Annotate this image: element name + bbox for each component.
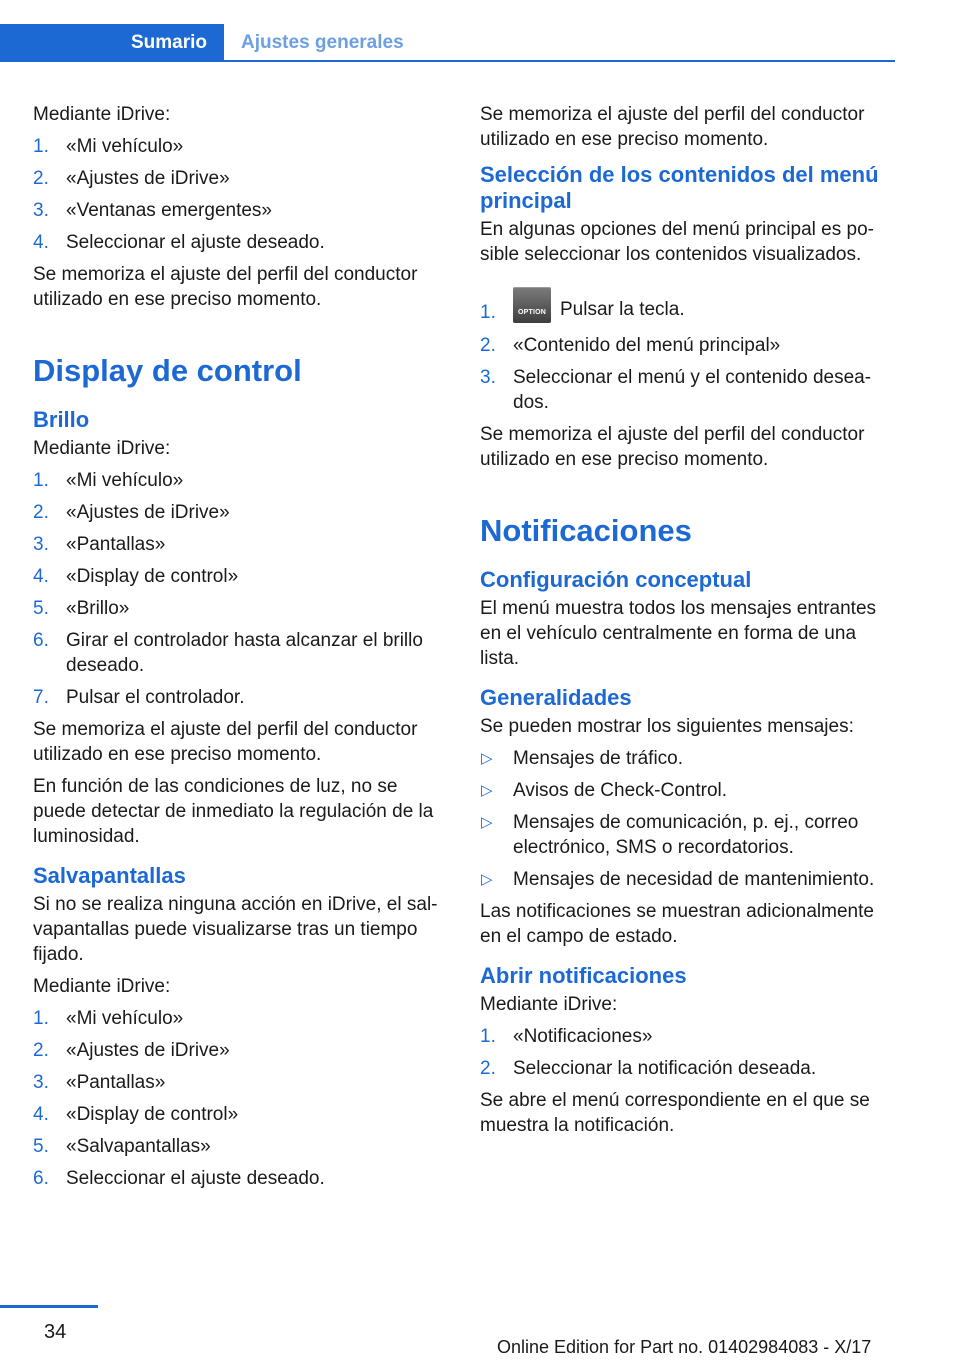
step-number: 1. bbox=[33, 470, 49, 491]
left-column bbox=[33, 102, 451, 1198]
paragraph: Las notificaciones se muestran adicionalmente en el campo de estado. bbox=[480, 901, 874, 947]
list-item bbox=[480, 283, 896, 323]
step-number: 2. bbox=[480, 1058, 496, 1079]
step-number: 4. bbox=[33, 1104, 49, 1125]
steps-list bbox=[480, 283, 896, 415]
subsection-title: Brillo bbox=[33, 407, 90, 432]
paragraph: Mediante iDrive: bbox=[33, 976, 171, 997]
step-number: 3. bbox=[33, 1072, 49, 1093]
section-title: Display de control bbox=[33, 353, 302, 388]
footer-line bbox=[0, 1305, 98, 1308]
list-item bbox=[480, 778, 896, 803]
steps-list bbox=[33, 134, 451, 255]
step-text: Seleccionar la notificación deseada. bbox=[513, 1058, 817, 1079]
step-text: «Ventanas emergentes» bbox=[66, 200, 272, 221]
list-item bbox=[480, 810, 896, 860]
paragraph: Se memoriza el ajuste del perfil del conductor utilizado en ese preciso momento. bbox=[33, 264, 418, 310]
subsection-title: Abrir notificaciones bbox=[480, 963, 687, 988]
list-item bbox=[480, 1056, 896, 1081]
step-number: 1. bbox=[480, 1026, 496, 1047]
paragraph: Se memoriza el ajuste del perfil del conductor utilizado en ese preciso momento. bbox=[480, 424, 865, 470]
list-item bbox=[33, 564, 451, 589]
list-item bbox=[33, 1166, 451, 1191]
bullet-text: Mensajes de comunicación, p. ej., correo electrónico, SMS o recordatorios. bbox=[513, 812, 859, 858]
paragraph: Se abre el menú correspondiente en el que se muestra la notificación. bbox=[480, 1090, 870, 1136]
list-item bbox=[33, 1006, 451, 1031]
step-text: «Notificaciones» bbox=[513, 1026, 653, 1047]
step-text: «Ajustes de iDrive» bbox=[66, 502, 230, 523]
step-text: Girar el controlador hasta alcanzar el brillo deseado. bbox=[66, 630, 423, 676]
list-item bbox=[33, 468, 451, 493]
bullet-triangle-icon: ▷ bbox=[481, 750, 493, 767]
bullet-triangle-icon: ▷ bbox=[481, 871, 493, 888]
paragraph: Mediante iDrive: bbox=[480, 994, 618, 1015]
bullet-text: Avisos de Check-Control. bbox=[513, 780, 728, 801]
tab-sumario[interactable]: Sumario bbox=[0, 24, 224, 62]
list-item bbox=[33, 532, 451, 557]
tab-ajustes-generales[interactable]: Ajustes generales bbox=[241, 32, 404, 53]
paragraph: Mediante iDrive: bbox=[33, 438, 171, 459]
step-text: Pulsar la tecla. bbox=[560, 299, 685, 320]
header-bar bbox=[0, 24, 895, 62]
bullet-text: Mensajes de tráfico. bbox=[513, 748, 684, 769]
list-item bbox=[33, 230, 451, 255]
header-underline bbox=[224, 60, 895, 62]
step-text: «Pantallas» bbox=[66, 534, 166, 555]
steps-list bbox=[33, 1006, 451, 1191]
step-number: 2. bbox=[480, 335, 496, 356]
paragraph: El menú muestra todos los mensajes entrantes en el vehículo centralmente en forma de una lista. bbox=[480, 598, 877, 669]
step-text: «Salvapantallas» bbox=[66, 1136, 211, 1157]
step-text: «Display de control» bbox=[66, 566, 239, 587]
step-number: 2. bbox=[33, 502, 49, 523]
step-number: 5. bbox=[33, 1136, 49, 1157]
step-number: 4. bbox=[33, 566, 49, 587]
list-item bbox=[480, 746, 896, 771]
option-key-icon bbox=[513, 287, 551, 323]
list-item bbox=[33, 1134, 451, 1159]
step-text: «Mi vehículo» bbox=[66, 470, 184, 491]
step-text: Seleccionar el ajuste deseado. bbox=[66, 232, 325, 253]
steps-list bbox=[480, 1024, 896, 1081]
step-number: 5. bbox=[33, 598, 49, 619]
step-number: 3. bbox=[33, 200, 49, 221]
right-column bbox=[480, 102, 896, 1145]
bullet-triangle-icon: ▷ bbox=[481, 814, 493, 831]
paragraph: Se memoriza el ajuste del perfil del conductor utilizado en ese preciso momento. bbox=[33, 719, 418, 765]
step-number: 1. bbox=[480, 302, 496, 323]
list-item bbox=[33, 1102, 451, 1127]
edition-note: Online Edition for Part no. 01402984083 - X/17 bbox=[497, 1337, 872, 1357]
step-text: Seleccionar el menú y el contenido desea‐ dos. bbox=[513, 367, 872, 413]
step-text: «Ajustes de iDrive» bbox=[66, 168, 230, 189]
step-number: 7. bbox=[33, 687, 49, 708]
paragraph: Mediante iDrive: bbox=[33, 104, 171, 125]
step-number: 1. bbox=[33, 1008, 49, 1029]
subsection-title: Selección de los contenidos del menú principal bbox=[480, 162, 879, 213]
step-number: 6. bbox=[33, 630, 49, 651]
step-text: Seleccionar el ajuste deseado. bbox=[66, 1168, 325, 1189]
step-number: 3. bbox=[33, 534, 49, 555]
paragraph: Se pueden mostrar los siguientes mensajes: bbox=[480, 716, 854, 737]
step-text: «Pantallas» bbox=[66, 1072, 166, 1093]
list-item bbox=[480, 333, 896, 358]
bullet-triangle-icon: ▷ bbox=[481, 782, 493, 799]
step-number: 2. bbox=[33, 168, 49, 189]
list-item bbox=[33, 596, 451, 621]
list-item bbox=[33, 685, 451, 710]
step-text: «Mi vehículo» bbox=[66, 1008, 184, 1029]
step-text: «Contenido del menú principal» bbox=[513, 335, 781, 356]
list-item bbox=[33, 628, 451, 678]
list-item bbox=[33, 1070, 451, 1095]
step-number: 1. bbox=[33, 136, 49, 157]
paragraph: En algunas opciones del menú principal es po‐ sible seleccionar los contenidos visualizados. bbox=[480, 219, 874, 265]
step-number: 2. bbox=[33, 1040, 49, 1061]
paragraph: Se memoriza el ajuste del perfil del conductor utilizado en ese preciso momento. bbox=[480, 104, 865, 150]
section-title: Notificaciones bbox=[480, 513, 692, 548]
steps-list bbox=[33, 468, 451, 710]
bullet-text: Mensajes de necesidad de mantenimiento. bbox=[513, 869, 875, 890]
list-item bbox=[33, 1038, 451, 1063]
step-text: «Ajustes de iDrive» bbox=[66, 1040, 230, 1061]
step-number: 6. bbox=[33, 1168, 49, 1189]
step-text: «Display de control» bbox=[66, 1104, 239, 1125]
list-item bbox=[33, 134, 451, 159]
list-item bbox=[480, 867, 896, 892]
subsection-title: Generalidades bbox=[480, 685, 632, 710]
step-text: «Mi vehículo» bbox=[66, 136, 184, 157]
subsection-title: Salvapantallas bbox=[33, 863, 186, 888]
list-item bbox=[33, 166, 451, 191]
step-text: Pulsar el controlador. bbox=[66, 687, 245, 708]
step-text: «Brillo» bbox=[66, 598, 130, 619]
option-key-label: OPTION bbox=[517, 309, 547, 316]
subsection-title: Configuración conceptual bbox=[480, 567, 752, 592]
list-item bbox=[480, 365, 896, 415]
page-number: 34 bbox=[44, 1321, 67, 1343]
list-item bbox=[33, 198, 451, 223]
step-number: 3. bbox=[480, 367, 496, 388]
list-item bbox=[33, 500, 451, 525]
bullet-list bbox=[480, 746, 896, 892]
list-item bbox=[480, 1024, 896, 1049]
paragraph: Si no se realiza ninguna acción en iDrive, el sal‐ vapantallas puede visualizarse tras un tiempo fijado. bbox=[33, 894, 438, 965]
step-number: 4. bbox=[33, 232, 49, 253]
paragraph: En función de las condiciones de luz, no se puede detectar de inmediato la regulación de la luminosidad. bbox=[33, 776, 434, 847]
